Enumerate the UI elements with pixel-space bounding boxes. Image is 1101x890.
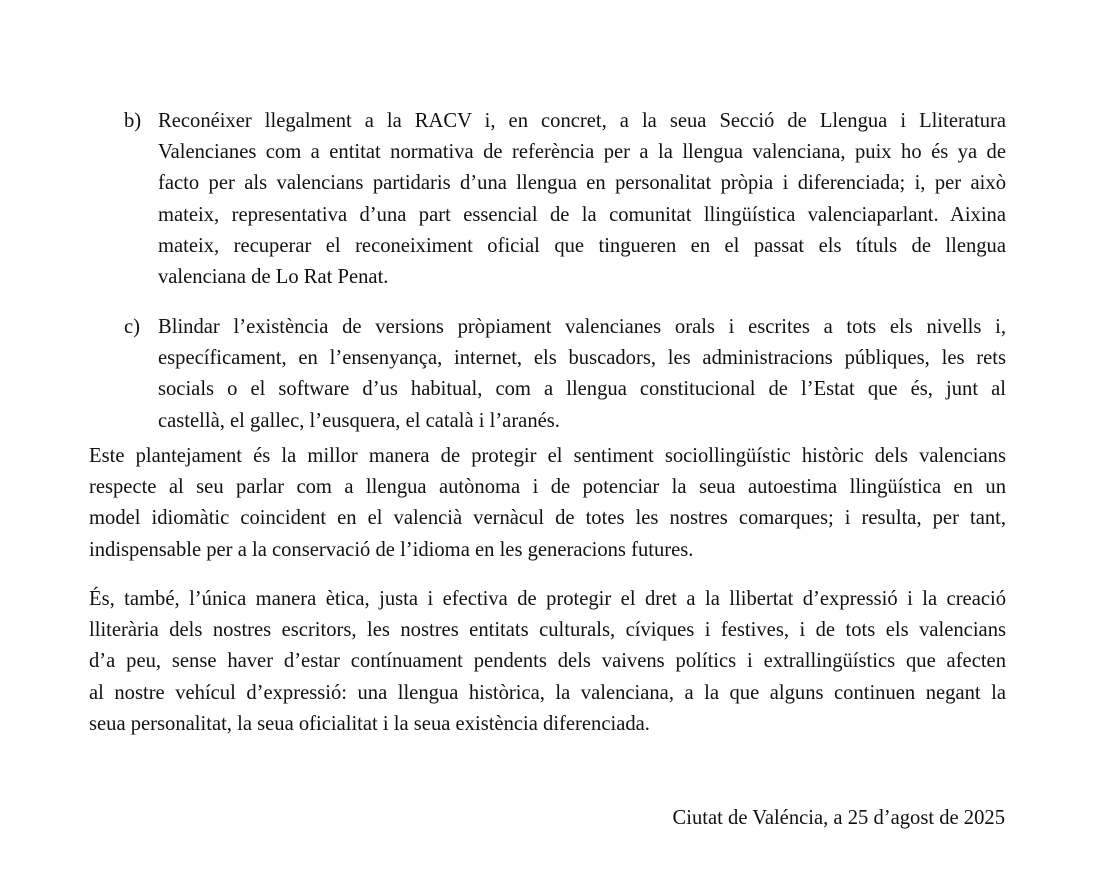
text-line: valenciana de Lo Rat Penat. (158, 265, 389, 288)
text-line: socials o el software d’us habitual, com a llengua constitucional de l’Estat que és, junt al (158, 378, 1006, 401)
text-line: mateix, representativa d’una part essencial de la comunitat llingüística valenciaparlant. Aixina (158, 203, 1006, 226)
text-line: d’a peu, sense haver d’estar contínuament pendents dels vaivens polítics i extrallingüístics que afecten (89, 650, 1006, 673)
body-paragraph (89, 441, 1006, 566)
list-marker: c) (124, 316, 140, 338)
list-item-text (158, 312, 1006, 437)
text-line: lliterària dels nostres escritors, les nostres entitats culturals, cíviques i festives, i de tots els valencians (89, 619, 1006, 642)
body-paragraph (89, 584, 1006, 740)
list-marker: b) (124, 110, 142, 132)
text-line: Reconéixer llegalment a la RACV i, en concret, a la seua Secció de Llengua i Lliteratura (158, 110, 1006, 132)
list-item-c (124, 312, 1006, 437)
text-line: indispensable per a la conservació de l’idioma en les generacions futures. (89, 538, 694, 561)
list-item-text (158, 106, 1006, 293)
text-line: Este plantejament és la millor manera de protegir el sentiment sociollingüístic històric dels valencians (89, 445, 1006, 467)
text-line: seua personalitat, la seua oficialitat i la seua existència diferenciada. (89, 712, 650, 735)
text-line: Valencianes com a entitat normativa de referència per a la llengua valenciana, puix ho és ya de (158, 141, 1006, 164)
place-date-line: Ciutat de Valéncia, a 25 d’agost de 2025 (672, 807, 1005, 829)
list-item-b (124, 106, 1006, 293)
text-line: respecte al seu parlar com a llengua autònoma i de potenciar la seua autoestima llingüística en un (89, 476, 1006, 499)
text-line: model idiomàtic coincident en el valencià vernàcul de totes les nostres comarques; i resulta, per tant, (89, 507, 1006, 530)
text-line: facto per als valencians partidaris d’una llengua en personalitat pròpia i diferenciada; i, per això (158, 172, 1006, 195)
text-line: És, també, l’única manera ètica, justa i efectiva de protegir el dret a la llibertat d’expressió i la creació (89, 588, 1006, 610)
text-line: castellà, el gallec, l’eusquera, el català i l’aranés. (158, 409, 560, 432)
text-line: mateix, recuperar el reconeiximent oficial que tingueren en el passat els títuls de llengua (158, 234, 1006, 257)
text-line: Blindar l’existència de versions pròpiament valencianes orals i escrites a tots els nivells i, (158, 316, 1006, 338)
text-line: al nostre vehícul d’expressió: una llengua històrica, la valenciana, a la que alguns continuen negant la (89, 681, 1006, 704)
text-line: específicament, en l’ensenyança, internet, els buscadors, les administracions públiques, les rets (158, 347, 1006, 370)
